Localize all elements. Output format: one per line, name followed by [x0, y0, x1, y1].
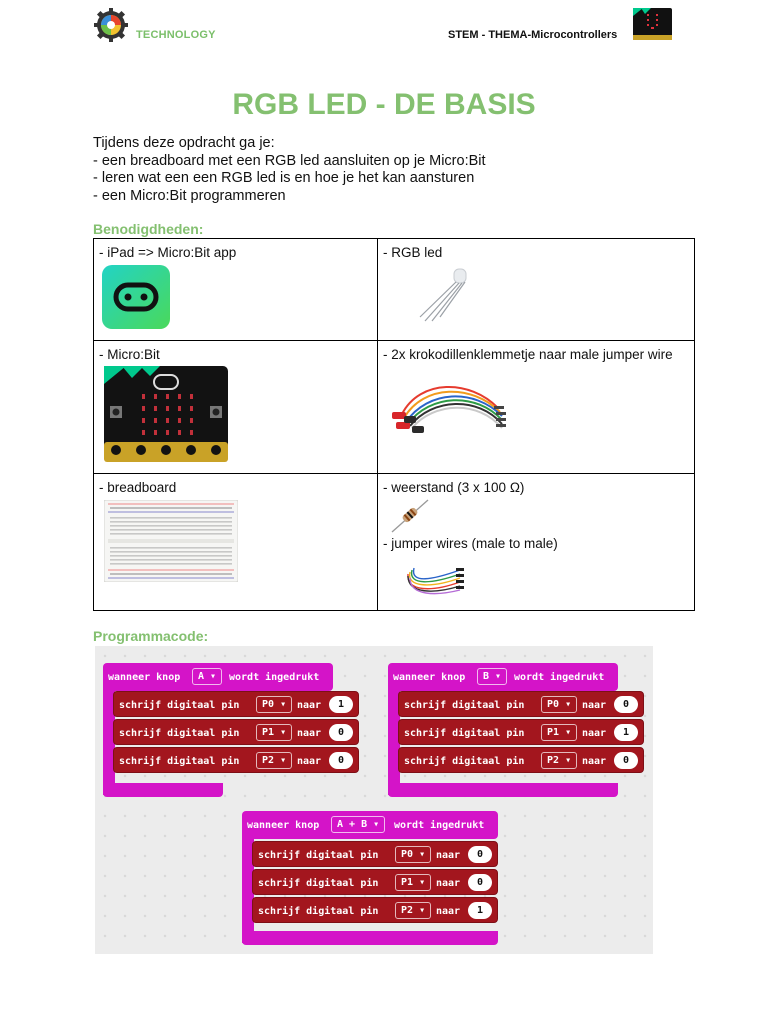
write-label: schrijf digitaal pin — [404, 756, 525, 767]
write-pin-block[interactable] — [398, 747, 644, 773]
event-block-button-a — [103, 663, 345, 797]
page-title: RGB LED - DE BASIS — [232, 88, 536, 121]
pin-value[interactable]: 0 — [468, 846, 492, 863]
button-dropdown[interactable]: A ▾ — [192, 668, 222, 685]
write-pin-block[interactable] — [113, 719, 359, 745]
breadboard-image — [104, 500, 238, 582]
pin-dropdown[interactable]: P1 ▾ — [395, 874, 431, 891]
materials-table — [93, 238, 695, 611]
header-technology-label: TECHNOLOGY — [136, 29, 216, 41]
to-label: naar — [582, 728, 607, 739]
materials-label: - iPad => Micro:Bit app — [99, 245, 237, 260]
write-pin-block[interactable] — [398, 691, 644, 717]
pin-value[interactable]: 0 — [614, 696, 638, 713]
to-label: naar — [297, 728, 322, 739]
pin-value[interactable]: 0 — [614, 752, 638, 769]
materials-cell-microbit — [94, 341, 378, 474]
pin-dropdown[interactable]: P2 ▾ — [395, 902, 431, 919]
materials-cell-breadboard — [94, 474, 378, 611]
pin-value[interactable]: 0 — [329, 724, 353, 741]
write-pin-block[interactable] — [252, 869, 498, 895]
intro-text — [93, 135, 486, 205]
to-label: naar — [436, 906, 461, 917]
when-button-label: wanneer knop — [393, 672, 466, 683]
pin-value[interactable]: 1 — [468, 902, 492, 919]
write-label: schrijf digitaal pin — [258, 850, 379, 861]
code-editor-workspace — [95, 646, 653, 954]
pin-dropdown[interactable]: P1 ▾ — [541, 724, 577, 741]
write-label: schrijf digitaal pin — [258, 906, 379, 917]
to-label: naar — [297, 700, 322, 711]
microbit-app-icon — [102, 265, 170, 329]
materials-label: - weerstand (3 x 100 Ω) — [383, 480, 525, 495]
materials-heading: Benodigdheden: — [93, 221, 204, 237]
write-label: schrijf digitaal pin — [119, 756, 240, 767]
crocodile-clips-image — [390, 374, 512, 442]
button-dropdown[interactable]: A + B ▾ — [331, 816, 385, 833]
pin-dropdown[interactable]: P0 ▾ — [395, 846, 431, 863]
code-heading: Programmacode: — [93, 628, 209, 644]
to-label: naar — [436, 850, 461, 861]
pin-value[interactable]: 0 — [329, 752, 353, 769]
intro-line: Tijdens deze opdracht ga je: — [93, 135, 275, 151]
pin-value[interactable]: 0 — [468, 874, 492, 891]
materials-cell-resistor-jumpers — [378, 474, 695, 611]
when-button-label: wanneer knop — [247, 820, 320, 831]
when-button-label: wanneer knop — [108, 672, 181, 683]
to-label: naar — [436, 878, 461, 889]
write-pin-block[interactable] — [113, 747, 359, 773]
pin-value[interactable]: 1 — [614, 724, 638, 741]
pressed-label: wordt ingedrukt — [229, 672, 320, 683]
to-label: naar — [582, 700, 607, 711]
to-label: naar — [582, 756, 607, 767]
materials-label: - jumper wires (male to male) — [383, 536, 558, 551]
gear-globe-icon — [94, 8, 128, 42]
pin-dropdown[interactable]: P2 ▾ — [541, 752, 577, 769]
pin-dropdown[interactable]: P2 ▾ — [256, 752, 292, 769]
pin-dropdown[interactable]: P0 ▾ — [256, 696, 292, 713]
header-course-label: STEM - THEMA-Microcontrollers — [448, 29, 618, 41]
materials-cell-rgb-led — [378, 239, 695, 341]
write-pin-block[interactable] — [252, 841, 498, 867]
materials-label: - RGB led — [383, 245, 443, 260]
microbit-board-image — [104, 366, 228, 462]
event-block-button-b — [388, 663, 630, 797]
intro-line: - een breadboard met een RGB led aansluiten op je Micro:Bit — [93, 152, 486, 169]
to-label: naar — [297, 756, 322, 767]
write-pin-block[interactable] — [398, 719, 644, 745]
microbit-icon — [633, 8, 672, 40]
materials-cell-clips — [378, 341, 695, 474]
jumper-wires-image — [402, 558, 466, 598]
materials-label: - Micro:Bit — [99, 347, 160, 362]
materials-cell-ipad — [94, 239, 378, 341]
intro-line: - een Micro:Bit programmeren — [93, 187, 286, 204]
write-label: schrijf digitaal pin — [258, 878, 379, 889]
materials-label: - breadboard — [99, 480, 177, 495]
resistor-image — [390, 498, 430, 534]
pressed-label: wordt ingedrukt — [394, 820, 485, 831]
event-block-button-a-plus-b — [242, 811, 498, 945]
write-pin-block[interactable] — [252, 897, 498, 923]
write-label: schrijf digitaal pin — [119, 700, 240, 711]
materials-label: - 2x krokodillenklemmetje naar male jumper wire — [383, 347, 673, 362]
write-label: schrijf digitaal pin — [119, 728, 240, 739]
write-label: schrijf digitaal pin — [404, 728, 525, 739]
write-label: schrijf digitaal pin — [404, 700, 525, 711]
pressed-label: wordt ingedrukt — [514, 672, 605, 683]
pin-dropdown[interactable]: P0 ▾ — [541, 696, 577, 713]
pin-dropdown[interactable]: P1 ▾ — [256, 724, 292, 741]
rgb-led-icon — [416, 267, 476, 325]
write-pin-block[interactable] — [113, 691, 359, 717]
button-dropdown[interactable]: B ▾ — [477, 668, 507, 685]
intro-line: - leren wat een een RGB led is en hoe je het kan aansturen — [93, 170, 475, 186]
pin-value[interactable]: 1 — [329, 696, 353, 713]
